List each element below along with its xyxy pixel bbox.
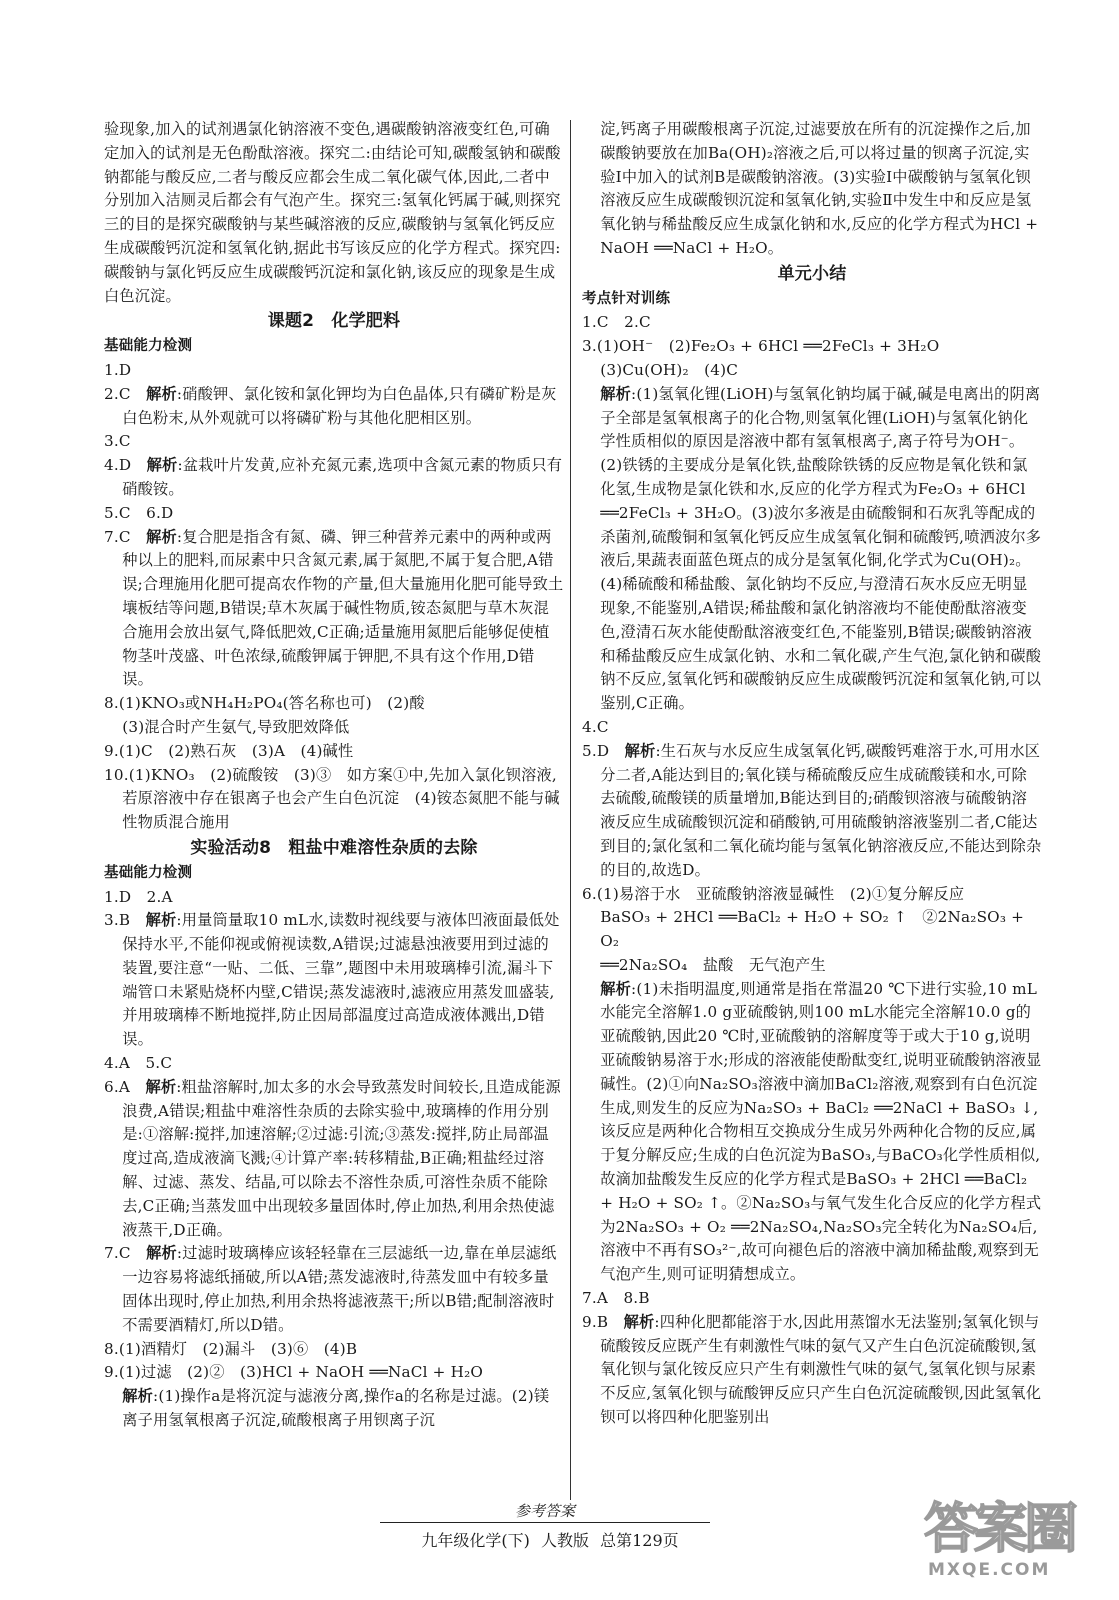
continued-analysis: 淀,钙离子用碳酸根离子沉淀,过滤要放在所有的沉淀操作之后,加碳酸钠要放在加Ba(OH)₂溶液之后,可以将过量的钡离子沉淀,实验Ⅰ中加入的试剂B是碳酸钠溶液。(3)实验Ⅰ中碳酸钠与氢氧化钡溶液反应生成碳酸钡沉淀和氢氧化钠,实验Ⅱ中发生中和反应是氢氧化钠与稀盐酸反应生成氯化钠和水,反应的化学方程式为HCl + NaOH ══NaCl + H₂O。: [600, 120, 1039, 257]
exp-answer-6: 6.A 解析:粗盐溶解时,加太多的水会导致蒸发时间较长,且造成能源浪费,A错误;粗盐中难溶性杂质的去除实验中,玻璃棒的作用分别是:①溶解:搅拌,加速溶解;②过滤:引流;③蒸发:搅拌,防止局部温度过高,造成液滴飞溅;④计算产率:转移精盐,B正确;粗盐经过溶解、过滤、蒸发、结晶,可以除去不溶性杂质,可溶性杂质不能除去,C正确;当蒸发皿中出现较多量固体时,停止加热,利用余热使滤液蒸干,D正确。: [104, 1077, 561, 1239]
summary-answer-1-2: 1.C 2.C: [582, 313, 651, 332]
summary-answer-3-analysis: 解析:(1)氢氧化锂(LiOH)与氢氧化钠均属于碱,碱是电离出的阴离子全部是氢氧根离子的化合物,则氢氧化锂(LiOH)与氢氧化钠化学性质相似的原因是溶液中都有氢氧根离子,离子符号为OH⁻。(2)铁锈的主要成分是氧化铁,盐酸除铁锈的反应物是氧化铁和氯化氢,生成物是氯化铁和水,反应的化学方程式为Fe₂O₃ + 6HCl ══2FeCl₃ + 3H₂O。(3)波尔多液是由硫酸铜和石灰乳等配成的杀菌剂,硫酸铜和氢氧化钙反应生成氢氧化铜和硫酸钙,喷洒波尔多液后,果蔬表面蓝色斑点的成分是氢氧化铜,化学式为Cu(OH)₂。(4)稀硫酸和稀盐酸、氯化钠均不反应,与澄清石灰水反应无明显现象,不能鉴别,A错误;稀盐酸和氯化钠溶液均不能使酚酞溶液变色,澄清石灰水能使酚酞溶液变红色,不能鉴别,B错误;碳酸钠溶液和稀盐酸反应生成氯化钠、水和二氧化碳,产生气泡,氯化钠和碳酸钠不反应,氢氧化钙和碳酸钠反应生成碳酸钙沉淀和氢氧化钠,可以鉴别,C正确。: [600, 384, 1042, 713]
answer-3: 3.C: [104, 432, 131, 451]
answer-7: 7.C 解析:复合肥是指含有氮、磷、钾三种营养元素中的两种或两种以上的肥料,而尿素中只含氮元素,属于氮肥,不属于复合肥,A错误;合理施用化肥可提高农作物的产量,但大量施用化肥可能导致土壤板结等问题,B错误;草木灰属于碱性物质,铵态氮肥与草木灰混合施用会放出氨气,降低肥效,C正确;适量施用氮肥后能够促使植物茎叶茂盛、叶色浓绿,硫酸钾属于钾肥,不具有这个作用,D错误。: [104, 527, 564, 689]
exp-answer-7: 7.C 解析:过滤时玻璃棒应该轻轻靠在三层滤纸一边,靠在单层滤纸一边容易将滤纸捅破,所以A错;蒸发滤液时,待蒸发皿中有较多量固体出现时,停止加热,利用余热将滤液蒸干;所以B错;配制溶液时不需要酒精灯,所以D错。: [104, 1244, 557, 1334]
left-column: [104, 118, 564, 1433]
footer-grade: 九年级化学(下): [421, 1531, 530, 1550]
intro-paragraph: 验现象,加入的试剂遇氯化钠溶液不变色,遇碳酸钠溶液变红色,可确定加入的试剂是无色酚酞溶液。探究二:由结论可知,碳酸氢钠和碳酸钠都能与酸反应,二者与酸反应都会生成二氧化碳气体,因此,二者中分别加入洁厕灵后都会有气泡产生。探究三:氢氧化钙属于碱,则探究三的目的是探究碳酸钠与某些碱溶液的反应,碳酸钠与氢氧化钙反应生成碳酸钙沉淀和氢氧化钠,据此书写该反应的化学方程式。探究四:碳酸钠与氯化钙反应生成碳酸钙沉淀和氯化钠,该反应的现象是生成白色沉淀。: [104, 120, 561, 305]
subsection-basic-test-2: 基础能力检测: [104, 864, 193, 881]
exp-answer-4-5: 4.A 5.C: [104, 1054, 173, 1073]
section-title-experiment-8: 实验活动8 粗盐中难溶性杂质的去除: [190, 837, 478, 858]
footer-page-number: 总第129页: [600, 1531, 679, 1550]
footer-label: 参考答案: [514, 1502, 575, 1520]
answer-4: 4.D 解析:盆栽叶片发黄,应补充氮元素,选项中含氮元素的物质只有硝酸铵。: [104, 456, 563, 498]
summary-answer-6: 6.(1)易溶于水 亚硫酸钠溶液显碱性 (2)①复分解反应: [582, 884, 965, 903]
watermark-text: 答案圈: [924, 1497, 1074, 1560]
exp-answer-8: 8.(1)酒精灯 (2)漏斗 (3)⑥ (4)B: [104, 1339, 358, 1358]
summary-answer-7-8: 7.A 8.B: [582, 1289, 650, 1308]
summary-answer-6-analysis: 解析:(1)未指明温度,则通常是指在常温20 ℃下进行实验,10 mL水能完全溶解1.0 g亚硫酸钠,则100 mL水能完全溶解10.0 g的亚硫酸钠,因此20 ℃时,亚硫酸钠的溶解度等于或大于10 g,说明亚硫酸钠易溶于水;形成的溶液能使酚酞变红,说明亚硫酸钠溶液显碱性。(2)①向Na₂SO₃溶液中滴加BaCl₂溶液,观察到有白色沉淀生成,则发生的反应为Na₂SO₃ + BaCl₂ ══2NaCl + BaSO₃ ↓,该反应是两种化合物相互交换成分生成另外两种化合物的反应,属于复分解反应;生成的白色沉淀为BaSO₃,与BaCO₃化学性质相似,故滴加盐酸发生反应的化学方程式是BaSO₃ + 2HCl ══BaCl₂ + H₂O + SO₂ ↑。②Na₂SO₃与氧气发生化合反应的化学方程式为2Na₂SO₃ + O₂ ══2Na₂SO₄,Na₂SO₃完全转化为Na₂SO₄后,溶液中不再有SO₃²⁻,故可向褪色后的溶液中滴加稀盐酸,观察到无气泡产生,则可证明猜想成立。: [600, 979, 1042, 1284]
summary-answer-9: 9.B 解析:四种化肥都能溶于水,因此用蒸馏水无法鉴别;氢氧化钡与硫酸铵反应既产生有刺激性气味的氨气又产生白色沉淀硫酸钡,氢氧化钡与氯化铵反应只产生有刺激性气味的氨气,氢氧化钡与尿素不反应,氢氧化钡与硫酸钾反应只产生白色沉淀硫酸钡,因此氢氧化钡可以将四种化肥鉴别出: [582, 1312, 1042, 1427]
section-title-unit-summary: 单元小结: [777, 263, 847, 284]
summary-answer-3b: (3)Cu(OH)₂ (4)C: [600, 360, 739, 379]
footer-edition: 人教版: [540, 1531, 589, 1550]
footer-rule: [380, 1522, 710, 1523]
column-divider: [570, 120, 571, 1500]
answer-10: 10.(1)KNO₃ (2)硫酸铵 (3)③ 如方案①中,先加入氯化钡溶液,若原溶液中存在银离子也会产生白色沉淀 (4)铵态氮肥不能与碱性物质混合施用: [104, 765, 560, 832]
exp-answer-9: 9.(1)过滤 (2)② (3)HCl + NaOH ══NaCl + H₂O: [104, 1363, 484, 1382]
exp-answer-1-2: 1.D 2.A: [104, 887, 173, 906]
answer-1: 1.D: [104, 360, 132, 379]
exp-answer-9-analysis: 解析:(1)操作a是将沉淀与滤液分离,操作a的名称是过滤。(2)镁离子用氢氧根离子沉淀,硫酸根离子用钡离子沉: [122, 1387, 550, 1430]
subsection-basic-test: 基础能力检测: [104, 338, 193, 355]
subsection-targeted-training: 考点针对训练: [582, 290, 671, 307]
answer-2: 2.C 解析:硝酸钾、氯化铵和氯化钾均为白色晶体,只有磷矿粉是灰白色粉末,从外观就可以将磷矿粉与其他化肥相区别。: [104, 384, 557, 427]
watermark-url: MXQE.COM: [928, 1560, 1051, 1580]
exp-answer-3: 3.B 解析:用量筒量取10 mL水,读数时视线要与液体凹液面最低处保持水平,不能仰视或俯视读数,A错误;过滤悬浊液要用到过滤的装置,要注意“一贴、二低、三靠”,题图中未用玻璃棒引流,漏斗下端管口未紧贴烧杯内壁,C错误;蒸发滤液时,滤液应用蒸发皿盛装,并用玻璃棒不断地搅拌,防止因局部温度过高造成液体溅出,D错误。: [104, 911, 560, 1049]
answer-5-6: 5.C 6.D: [104, 503, 174, 522]
answer-8: 8.(1)KNO₃或NH₄H₂PO₄(答名称也可) (2)酸: [104, 694, 425, 713]
summary-answer-5: 5.D 解析:生石灰与水反应生成氢氧化钙,碳酸钙难溶于水,可用水区分二者,A能达到目的;氧化镁与稀硫酸反应生成硫酸镁和水,可除去硫酸,硫酸镁的质量增加,B能达到目的;硝酸钡溶液与硫酸钠溶液反应生成硫酸钡沉淀和硝酸钠,可用硫酸钠溶液鉴别二者,C能达到目的;氯化氢和二氧化硫均能与氢氧化钠溶液反应,不能达到除杂的目的,故选D。: [582, 741, 1042, 879]
watermark-logo: [918, 1486, 1108, 1590]
summary-answer-4: 4.C: [582, 717, 609, 736]
section-title-fertilizer: 课题2 化学肥料: [267, 311, 401, 332]
summary-answer-3: 3.(1)OH⁻ (2)Fe₂O₃ + 6HCl ══2FeCl₃ + 3H₂O: [582, 337, 940, 356]
footer-info: [380, 1528, 720, 1551]
right-column: [582, 118, 1042, 1430]
summary-answer-6c: ══2Na₂SO₄ 盐酸 无气泡产生: [600, 955, 826, 974]
answer-8-part3: (3)混合时产生氨气,导致肥效降低: [122, 717, 350, 736]
answer-9: 9.(1)C (2)熟石灰 (3)A (4)碱性: [104, 741, 354, 760]
summary-answer-6b: BaSO₃ + 2HCl ══BaCl₂ + H₂O + SO₂ ↑ ②2Na₂SO₃ + O₂: [600, 908, 1025, 951]
